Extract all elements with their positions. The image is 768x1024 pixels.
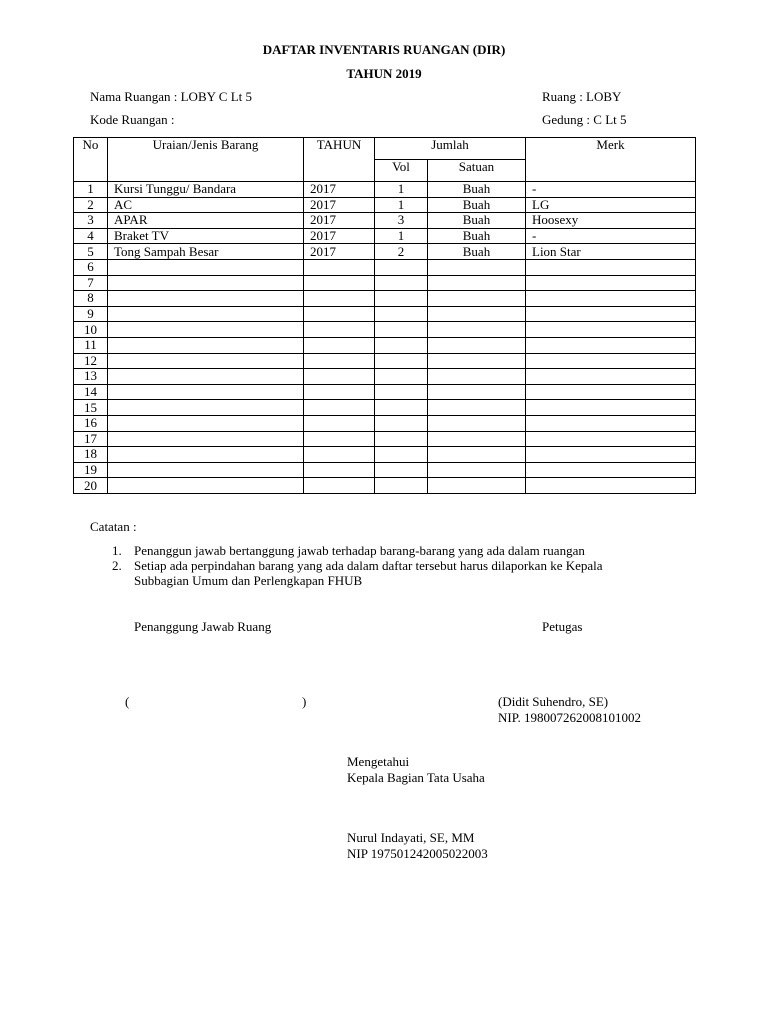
document-title: DAFTAR INVENTARIS RUANGAN (DIR)	[262, 42, 506, 57]
signature-close-paren: )	[302, 694, 307, 709]
cell-tahun: 2017	[304, 244, 375, 260]
cell-tahun	[304, 369, 375, 385]
cell-satuan	[428, 478, 526, 494]
cell-uraian: AC	[108, 197, 304, 213]
cell-no: 12	[74, 353, 108, 369]
cell-tahun: 2017	[304, 213, 375, 229]
cell-no: 1	[74, 182, 108, 198]
kabag-title: Kepala Bagian Tata Usaha	[347, 770, 485, 785]
cell-tahun: 2017	[304, 228, 375, 244]
cell-tahun	[304, 322, 375, 338]
table-row	[74, 182, 696, 198]
cell-uraian	[108, 291, 304, 307]
petugas-nip: NIP. 198007262008101002	[498, 710, 642, 725]
cell-merk	[526, 369, 696, 385]
cell-no: 5	[74, 244, 108, 260]
cell-tahun	[304, 275, 375, 291]
cell-uraian	[108, 447, 304, 463]
signature-open-paren: (	[125, 694, 130, 709]
cell-tahun	[304, 415, 375, 431]
cell-merk	[526, 337, 696, 353]
cell-no: 9	[74, 306, 108, 322]
cell-tahun	[304, 478, 375, 494]
cell-merk: LG	[526, 197, 696, 213]
cell-merk: Lion Star	[526, 244, 696, 260]
table-row	[74, 415, 696, 431]
cell-no: 18	[74, 447, 108, 463]
cell-tahun	[304, 400, 375, 416]
cell-no: 8	[74, 291, 108, 307]
penanggung-jawab-label: Penanggung Jawab Ruang	[134, 619, 272, 634]
header-vol: Vol	[375, 160, 428, 182]
cell-satuan	[428, 291, 526, 307]
cell-satuan	[428, 431, 526, 447]
cell-satuan: Buah	[428, 213, 526, 229]
cell-merk	[526, 478, 696, 494]
table-row	[74, 213, 696, 229]
cell-no: 16	[74, 415, 108, 431]
note-item	[112, 558, 712, 588]
cell-tahun	[304, 462, 375, 478]
cell-vol: 1	[375, 182, 428, 198]
cell-uraian: Tong Sampah Besar	[108, 244, 304, 260]
cell-merk	[526, 384, 696, 400]
note-text: Penanggun jawab bertanggung jawab terhadap barang-barang yang ada dalam ruangan	[134, 543, 585, 558]
cell-uraian: APAR	[108, 213, 304, 229]
cell-uraian	[108, 431, 304, 447]
cell-no: 13	[74, 369, 108, 385]
header-satuan: Satuan	[428, 160, 526, 182]
cell-merk	[526, 447, 696, 463]
cell-tahun	[304, 431, 375, 447]
cell-vol	[375, 384, 428, 400]
cell-satuan	[428, 400, 526, 416]
table-row	[74, 197, 696, 213]
cell-no: 4	[74, 228, 108, 244]
cell-uraian	[108, 322, 304, 338]
cell-vol	[375, 415, 428, 431]
cell-satuan	[428, 322, 526, 338]
note-number: 2.	[112, 558, 122, 573]
cell-satuan: Buah	[428, 244, 526, 260]
cell-tahun	[304, 337, 375, 353]
cell-vol	[375, 400, 428, 416]
cell-satuan	[428, 259, 526, 275]
cell-no: 7	[74, 275, 108, 291]
inventory-rows	[74, 182, 696, 494]
gedung: Gedung : C Lt 5	[542, 112, 627, 127]
cell-uraian	[108, 384, 304, 400]
cell-tahun: 2017	[304, 182, 375, 198]
cell-merk	[526, 322, 696, 338]
table-row	[74, 478, 696, 494]
cell-vol: 3	[375, 213, 428, 229]
cell-no: 15	[74, 400, 108, 416]
cell-uraian	[108, 478, 304, 494]
ruang: Ruang : LOBY	[542, 89, 622, 104]
header-uraian: Uraian/Jenis Barang	[108, 138, 304, 182]
cell-vol	[375, 369, 428, 385]
table-row	[74, 400, 696, 416]
header-merk: Merk	[526, 138, 696, 182]
table-row	[74, 384, 696, 400]
cell-merk	[526, 306, 696, 322]
cell-no: 2	[74, 197, 108, 213]
cell-uraian	[108, 415, 304, 431]
kabag-name: Nurul Indayati, SE, MM	[347, 830, 475, 845]
table-row	[74, 322, 696, 338]
cell-merk	[526, 259, 696, 275]
nama-ruangan: Nama Ruangan : LOBY C Lt 5	[90, 89, 252, 104]
cell-satuan	[428, 353, 526, 369]
table-row	[74, 259, 696, 275]
petugas-label: Petugas	[542, 619, 583, 634]
cell-vol	[375, 447, 428, 463]
mengetahui-label: Mengetahui	[347, 754, 410, 769]
cell-no: 20	[74, 478, 108, 494]
table-row	[74, 447, 696, 463]
cell-merk: Hoosexy	[526, 213, 696, 229]
table-row	[74, 291, 696, 307]
header-no: No	[74, 138, 108, 182]
cell-no: 6	[74, 259, 108, 275]
cell-vol	[375, 275, 428, 291]
cell-tahun	[304, 384, 375, 400]
cell-satuan	[428, 462, 526, 478]
table-row	[74, 244, 696, 260]
note-number: 1.	[112, 543, 122, 558]
note-item	[112, 543, 712, 558]
cell-satuan: Buah	[428, 182, 526, 198]
cell-uraian	[108, 306, 304, 322]
cell-merk	[526, 353, 696, 369]
note-text-continued: Subbagian Umum dan Perlengkapan FHUB	[134, 573, 363, 588]
kode-ruangan: Kode Ruangan :	[90, 112, 175, 127]
notes-list	[112, 543, 712, 588]
cell-satuan	[428, 415, 526, 431]
table-row	[74, 462, 696, 478]
table-row	[74, 306, 696, 322]
cell-vol	[375, 259, 428, 275]
kabag-nip: NIP 197501242005022003	[347, 846, 488, 861]
cell-satuan	[428, 369, 526, 385]
cell-uraian	[108, 369, 304, 385]
document-year: TAHUN 2019	[346, 66, 422, 81]
cell-tahun	[304, 259, 375, 275]
cell-uraian	[108, 337, 304, 353]
notes-label: Catatan :	[90, 519, 137, 534]
cell-merk	[526, 415, 696, 431]
cell-merk: -	[526, 228, 696, 244]
cell-no: 10	[74, 322, 108, 338]
cell-satuan	[428, 275, 526, 291]
table-row	[74, 353, 696, 369]
note-text: Setiap ada perpindahan barang yang ada dalam daftar tersebut harus dilaporkan ke Kepala	[134, 558, 603, 573]
cell-satuan	[428, 447, 526, 463]
cell-merk	[526, 275, 696, 291]
cell-uraian: Braket TV	[108, 228, 304, 244]
cell-no: 14	[74, 384, 108, 400]
cell-satuan	[428, 384, 526, 400]
table-row	[74, 275, 696, 291]
cell-uraian	[108, 259, 304, 275]
header-jumlah: Jumlah	[375, 138, 526, 160]
cell-uraian	[108, 400, 304, 416]
cell-merk	[526, 431, 696, 447]
cell-vol: 2	[375, 244, 428, 260]
cell-vol	[375, 462, 428, 478]
cell-vol	[375, 478, 428, 494]
cell-tahun	[304, 353, 375, 369]
cell-tahun	[304, 306, 375, 322]
petugas-name: (Didit Suhendro, SE)	[498, 694, 609, 709]
cell-no: 3	[74, 213, 108, 229]
cell-vol: 1	[375, 197, 428, 213]
cell-vol	[375, 353, 428, 369]
cell-merk	[526, 291, 696, 307]
table-row	[74, 337, 696, 353]
cell-uraian	[108, 462, 304, 478]
cell-merk	[526, 400, 696, 416]
cell-vol	[375, 322, 428, 338]
cell-vol: 1	[375, 228, 428, 244]
inventory-table	[73, 137, 696, 494]
cell-uraian	[108, 275, 304, 291]
cell-satuan: Buah	[428, 228, 526, 244]
table-row	[74, 369, 696, 385]
cell-vol	[375, 291, 428, 307]
table-row	[74, 431, 696, 447]
cell-satuan	[428, 306, 526, 322]
cell-no: 17	[74, 431, 108, 447]
cell-no: 19	[74, 462, 108, 478]
table-row	[74, 228, 696, 244]
cell-tahun	[304, 447, 375, 463]
cell-merk	[526, 462, 696, 478]
cell-vol	[375, 431, 428, 447]
header-tahun: TAHUN	[304, 138, 375, 182]
cell-vol	[375, 306, 428, 322]
cell-vol	[375, 337, 428, 353]
cell-merk: -	[526, 182, 696, 198]
cell-uraian	[108, 353, 304, 369]
cell-tahun: 2017	[304, 197, 375, 213]
cell-tahun	[304, 291, 375, 307]
cell-no: 11	[74, 337, 108, 353]
cell-uraian: Kursi Tunggu/ Bandara	[108, 182, 304, 198]
cell-satuan: Buah	[428, 197, 526, 213]
cell-satuan	[428, 337, 526, 353]
